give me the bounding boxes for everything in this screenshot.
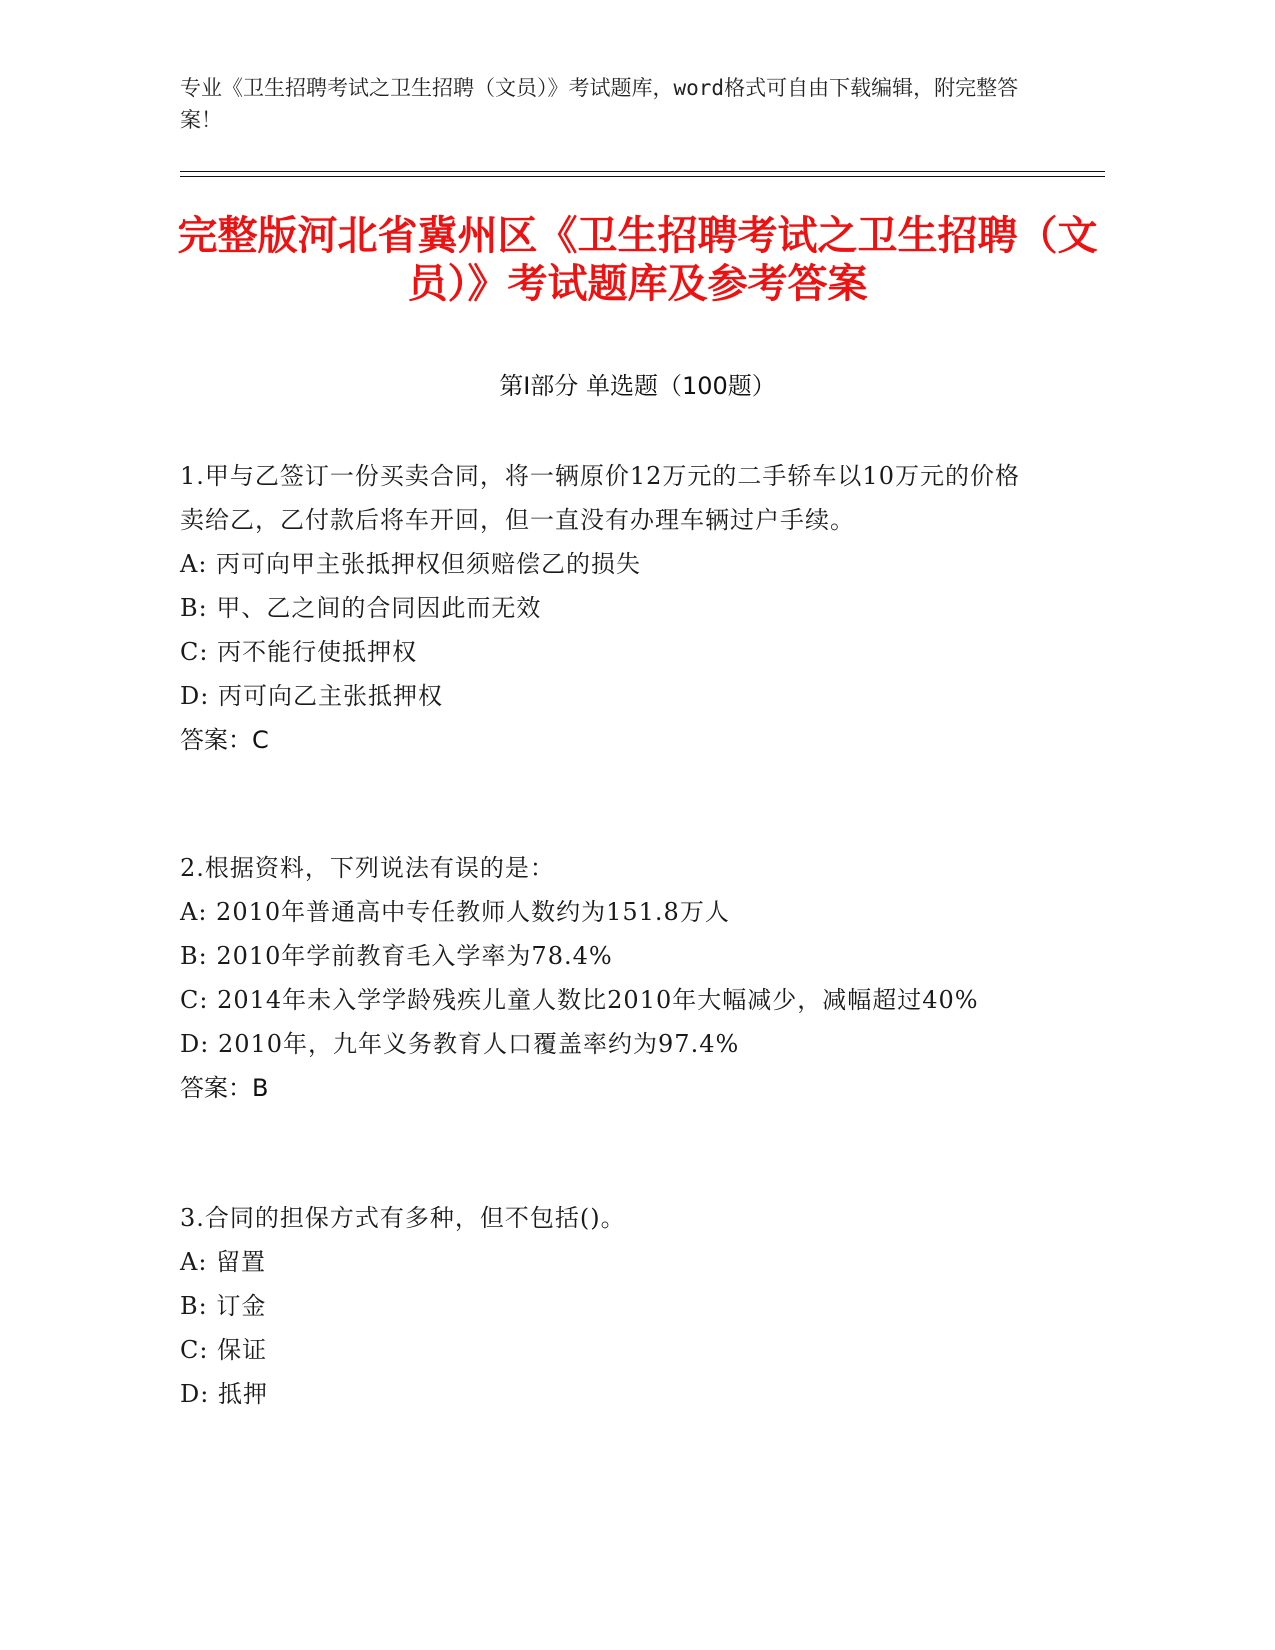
answer-line: 答案：B <box>180 1074 269 1102</box>
section-title: 第Ⅰ部分 单选题（100题） <box>499 372 776 400</box>
header-divider-bottom <box>180 176 1105 177</box>
option-c: C: 丙不能行使抵押权 <box>180 638 418 666</box>
question-3 <box>180 1196 1040 1416</box>
option-c: C: 2014年未入学学龄残疾儿童人数比2010年大幅减少，减幅超过40% <box>180 986 979 1014</box>
header-note: 专业《卫生招聘考试之卫生招聘（文员）》考试题库，word格式可自由下载编辑，附完整答案！ <box>180 76 1019 132</box>
option-d: D: 2010年，九年义务教育人口覆盖率约为97.4% <box>180 1030 740 1058</box>
header-divider-top <box>180 171 1105 172</box>
option-a: A: 留置 <box>180 1248 267 1276</box>
option-a: A: 丙可向甲主张抵押权但须赔偿乙的损失 <box>180 550 642 578</box>
question-stem: 2.根据资料，下列说法有误的是： <box>180 854 555 882</box>
option-d: D: 丙可向乙主张抵押权 <box>180 682 443 710</box>
question-1 <box>180 454 1040 762</box>
option-c: C: 保证 <box>180 1336 268 1364</box>
question-2 <box>180 846 1040 1110</box>
document-title: 完整版河北省冀州区《卫生招聘考试之卫生招聘（文员）》考试题库及参考答案 <box>177 213 1098 307</box>
question-stem: 3.合同的担保方式有多种，但不包括()。 <box>180 1204 626 1232</box>
option-b: B: 订金 <box>180 1292 267 1320</box>
option-b: B: 甲、乙之间的合同因此而无效 <box>180 594 542 622</box>
option-d: D: 抵押 <box>180 1380 268 1408</box>
option-b: B: 2010年学前教育毛入学率为78.4% <box>180 942 613 970</box>
option-a: A: 2010年普通高中专任教师人数约为151.8万人 <box>180 898 730 926</box>
answer-line: 答案：C <box>180 726 269 754</box>
question-stem: 1.甲与乙签订一份买卖合同，将一辆原价12万元的二手轿车以10万元的价格卖给乙，乙付款后将车开回，但一直没有办理车辆过户手续。 <box>180 462 1020 534</box>
